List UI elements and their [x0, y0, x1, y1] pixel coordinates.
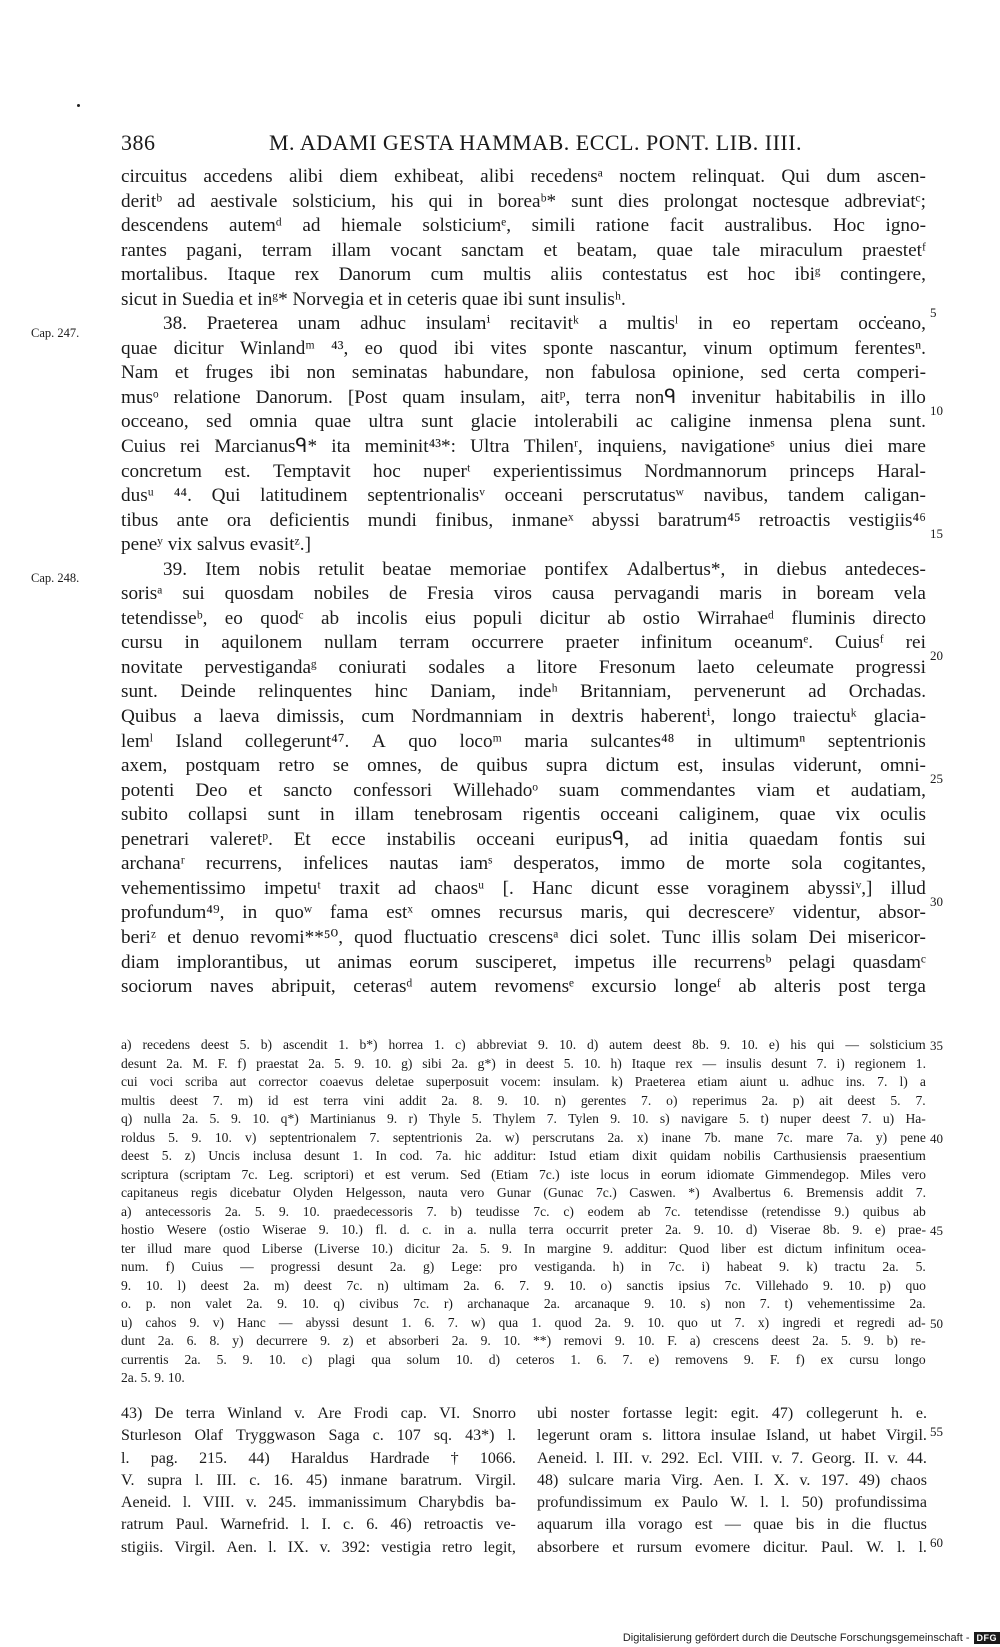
- text-line: rantes pagani, terram illam vocant sanctam et beatam, quae tale miraculum praestetᶠ: [121, 239, 926, 261]
- text-line: potenti Deo et sancto confessori Willehadoᵒ suam commendantes viam et audatiam,: [121, 779, 926, 801]
- text-line: tibus ante ora deficientis mundi finibus, inmaneˣ abyssi baratrum⁴⁵ retroactis vestigiis⁴⁶: [121, 509, 926, 531]
- text-line: profundum⁴⁹, in quoʷ fama estˣ omnes recursus maris, qui decrescereʸ videntur, absor-: [121, 902, 926, 924]
- text-line: tetendisseᵇ, eo quodᶜ ab incolis eius populi dicitur ab ostio Wirrahaeᵈ fluminis directo: [121, 607, 926, 629]
- apparatus-line: capitaneus regis dicebatur Olyden Helgesson, nauta vero Gunar (Gunac 7c.) Caswen. *) Avalbertus 6. Bremensis addit 7.: [121, 1185, 926, 1200]
- apparatus-line: dunt 2a. 6. 8. y) decurrere 9. z) et absorberi 2a. 9. 10. **) removi 9. 10. F. a) crescens deest 2a. 5. 9. b) re-: [121, 1333, 926, 1348]
- apparatus-line: currentis 2a. 5. 9. 10. c) plagi qua solum 10. d) ceteros 1. 6. 7. e) removens 9. F. f) ex cursu longo: [121, 1351, 926, 1367]
- text-line: Quibus a laeva dimissis, cum Nordmanniam in dextris haberentⁱ, longo traiectuᵏ glacia-: [121, 706, 926, 728]
- footnote-line: aquarum illa vorago est — quae bis in die fluctus: [537, 1516, 927, 1534]
- apparatus-line: scriptura (scriptam 7c. Leg. scriptori) et est verum. Sed (Etiam 7c.) iste locus in eorum idiomate Gimmendegop. Miles vero: [121, 1166, 926, 1182]
- text-line: cursu in aquilonem nullam terram occurrere praeter infinitum oceanumᵉ. Cuiusᶠ rei: [121, 632, 926, 654]
- apparatus-line: a) recedens deest 5. b) ascendit 1. b*) horrea 1. c) abbreviat 9. 10. d) autem deest 8b. 9. 10. e) his qui — solsticium: [121, 1037, 926, 1052]
- page-number: 386: [121, 130, 156, 155]
- text-line: quae dicitur Winlandᵐ ⁴³, eo quod ibi vites sponte nascantur, vinum optimum ferentesⁿ.: [121, 337, 926, 359]
- apparatus-line: u) cahos 9. v) Hanc — abyssi desunt 1. 6. 7. w) qua 1. quod 2a. 9. 10. quo ut 7. x) ingredi et regredi ad-: [121, 1314, 926, 1330]
- apparatus-line: o. p. non valet 2a. 9. 10. q) civibus 7c. r) archanaque 2a. arcanaque 9. 10. s) non 7. t) vehementissime 2a.: [121, 1296, 926, 1311]
- text-line: axem, postquam retro se omnes, de quibus supra dictum est, insulas viderunt, omni-: [121, 755, 926, 777]
- text-line: archanaʳ recurrens, infelices nautas iamˢ desperatos, immo de morte sola cogitantes,: [121, 853, 926, 875]
- text-line: descendens autemᵈ ad hiemale solsticiumᵉ, simili ratione facit australibus. Hoc igno-: [121, 215, 926, 237]
- apparatus-line: hostio Wesere (ostio Wiserae 9. 10.) fl. d. c. in a. nulla terra occurrit preter 2a. 9. 10. d) Viserae 8b. 9. e) prae-: [121, 1222, 926, 1237]
- line-number: 25: [930, 771, 943, 786]
- digitization-credit: [623, 1628, 1000, 1647]
- text-line: subito collapsi sunt in illam tenebrosam rigentis occeani caliginem, quae vix oculis: [121, 804, 926, 826]
- text-line: sorisᵃ sui quosdam nobiles de Fresia viros causa pervagandi maris in boream vela: [121, 583, 926, 605]
- text-line: lemˡ Island collegerunt⁴⁷. A quo locoᵐ maria sulcantes⁴⁸ in ultimumⁿ septentrionis: [121, 730, 926, 752]
- text-line: Nam et fruges ibi non seminatas habundare, non fabulosa opinione, sed certa comperi-: [121, 362, 926, 384]
- apparatus-line: 2a. 5. 9. 10.: [121, 1370, 185, 1385]
- apparatus-line: q) nulla 2a. 5. 9. 10. q*) Martinianus 9. r) Thyle 5. Thylem 7. Tylen 9. 10. s) navigare 5. t) nuper deest 7. u) Ha-: [121, 1111, 926, 1126]
- main-text: [121, 165, 926, 1000]
- chapter-marker: Cap. 247.: [31, 326, 80, 340]
- text-line: novitate pervestigandaᵍ coniurati sodales a litore Fresonum laeto celeumate progressi: [121, 656, 926, 678]
- line-number: 45: [930, 1223, 943, 1238]
- apparatus-line: roldus 5. 9. 10. v) septentrionalem 7. septentrionis 2a. w) perscrutans 2a. x) inane 7b. mane 7c. mare 7a. y) pene: [121, 1129, 926, 1145]
- running-title: M. ADAMI GESTA HAMMAB. ECCL. PONT. LIB. IIII.: [269, 130, 803, 155]
- apparatus-line: desunt 2a. M. F. f) praestat 2a. 5. 9. 10. g) sibi 2a. g*) in deest 5. 10. h) Itaque rex — insulis desunt 7. i) regionem 1.: [121, 1055, 926, 1071]
- text-line: musᵒ relatione Danorum. [Post quam insulam, aitᵖ, terra nonᑫ invenitur habitabilis in illo: [121, 386, 926, 408]
- line-number: 15: [930, 526, 943, 541]
- text-line: sociorum naves abripuit, ceterasᵈ autem revomensᵉ excursio longeᶠ ab alteris post terga: [121, 976, 926, 998]
- footnote-line: V. supra l. III. c. 16. 45) inmane baratrum. Virgil.: [121, 1471, 516, 1489]
- speck: [77, 104, 80, 107]
- critical-apparatus: [121, 1036, 926, 1388]
- text-line: deritᵇ ad aestivale solsticium, his qui in boreaᵇ* sunt dies prolongat noctesque adbreviatᶜ;: [121, 190, 926, 212]
- text-line: sunt. Deinde relinquentes hinc Daniam, indeʰ Britanniam, pervenerunt ad Orchadas.: [121, 681, 926, 703]
- text-line: Cuius rei Marcianusᑫ* ita meminit⁴³*: Ultra Thilenʳ, inquiens, navigationeˢ unius diei mare: [121, 436, 926, 458]
- credit-text: Digitalisierung gefördert durch die Deutsche Forschungsgemeinschaft -: [622, 1631, 970, 1644]
- dfg-logo: DFG: [974, 1632, 1000, 1644]
- footnote-line: Aeneid. l. VIII. v. 245. immanissimum Charybdis ba-: [121, 1494, 516, 1512]
- footnote-line: Aeneid. l. III. v. 292. Ecl. VIII. v. 7. Georg. II. v. 44.: [537, 1449, 927, 1467]
- footnote-line: legerunt oram s. littora insulae Island, ut habet Virgil.: [537, 1427, 927, 1445]
- text-line: concretum est. Temptavit hoc nuperᵗ experientissimus Nordmannorum princeps Haral-: [121, 460, 926, 482]
- footnote-line: 48) sulcare maria Virg. Aen. I. X. v. 197. 49) chaos: [537, 1471, 927, 1489]
- apparatus-line: cui voci scriba aut corrector coaevus deletae superposuit vocem: insulam. k) Praeterea etiam aiunt u. adhuc ins. 7. l) a: [121, 1074, 926, 1089]
- line-number: 60: [930, 1535, 943, 1550]
- text-line: vehementissimo impetuᵗ traxit ad chaosᵘ [. Hanc dicunt esse voraginem abyssiᵛ,] illud: [121, 877, 926, 899]
- footnote-line: ratrum Paul. Warnefrid. l. I. c. 6. 46) retroactis ve-: [121, 1516, 516, 1534]
- page-header: [121, 130, 926, 160]
- text-line: peneʸ vix salvus evasitᶻ.]: [121, 534, 311, 556]
- apparatus-line: num. f) Cuius — progressi desunt 2a. g) Lege: pro vestiganda. h) in 7c. i) habeat 9. k) tractu 2a. 5.: [121, 1259, 926, 1274]
- footnote-line: l. pag. 215. 44) Haraldus Hardrade † 1066.: [121, 1449, 516, 1467]
- text-line: mortalibus. Itaque rex Danorum cum multis aliis contestatus est hoc ibiᵍ contingere,: [121, 264, 926, 286]
- text-line: sicut in Suedia et inᵍ* Norvegia et in ceteris quae ibi sunt insulisʰ.: [121, 288, 626, 310]
- apparatus-line: a) antecessoris 2a. 5. 9. 10. praedecessoris 7. b) teudisse 7c. c) eodem ab 7c. tetendisse (retendisse 9.) quibus ab: [121, 1203, 926, 1219]
- line-number: 5: [930, 305, 937, 320]
- footnote-line: profundissimum ex Paulo W. l. l. 50) profundissima: [537, 1494, 927, 1512]
- line-number: 10: [930, 403, 943, 418]
- text-line: penetrari valeretᵖ. Et ecce instabilis occeani euripusᑫ, ad initia quaedam fontis sui: [121, 828, 926, 850]
- footnote-line: 43) De terra Winland v. Are Frodi cap. VI. Snorro: [121, 1405, 516, 1422]
- line-number: 35: [930, 1038, 943, 1053]
- footnote-line: ubi noster fortasse legit: egit. 47) collegerunt h. e.: [537, 1405, 927, 1422]
- footnotes-right-column: [537, 1403, 927, 1559]
- text-line: diam implorantibus, ut animas eorum susciperet, impetus ille recurrensᵇ pelagi quasdamᶜ: [121, 951, 926, 973]
- footnote-line: stigiis. Virgil. Aen. l. IX. v. 392: vestigia retro legit,: [121, 1538, 516, 1556]
- chapter-marker: Cap. 248.: [31, 571, 80, 585]
- line-number: 20: [930, 648, 943, 663]
- text-line: beriᶻ et denuo revomi**⁵⁰, quod fluctuatio crescensᵃ dici solet. Tunc illis solam Dei misericor-: [121, 926, 926, 948]
- text-line: occeano, sed omnia quae ultra sunt glacie intolerabili ac caligine inmensa plena sunt.: [121, 411, 926, 433]
- text-line: circuitus accedens alibi diem exhibeat, alibi recedensᵃ noctem relinquat. Qui dum ascen-: [121, 166, 926, 187]
- apparatus-line: deest 5. z) Uncis inclusa desunt 1. In cod. 7a. hic additur: Istud etiam dixit quidam nobilis Carthusiensis praesentium: [121, 1148, 926, 1163]
- apparatus-line: 9. 10. l) deest 2a. m) deest 7c. n) ultimam 2a. 6. 7. 9. 10. o) sanctis ipsius 7c. Villehado 9. 10. p) quo: [121, 1277, 926, 1293]
- footnotes-left-column: [121, 1403, 516, 1559]
- text-line: 39. Item nobis retulit beatae memoriae pontifex Adalbertus*, in diebus antedeces-: [163, 558, 926, 580]
- text-line: dusᵘ ⁴⁴. Qui latitudinem septentrionalisᵛ occeani perscrutatusʷ navibus, tandem caligan-: [121, 485, 926, 507]
- text-line: 38. Praeterea unam adhuc insulamⁱ recitavitᵏ a multisˡ in eo repertam occeano,: [163, 313, 926, 335]
- footnote-line: Sturleson Olaf Tryggwason Saga c. 107 sq. 43*) l.: [121, 1427, 516, 1445]
- apparatus-line: ter illud mare quod Liberse (Liverse 10.) dicitur 2a. 5. 9. In margine 9. additur: Quod liber est dictum infinitum ocea-: [121, 1240, 926, 1256]
- line-number: 50: [930, 1316, 943, 1331]
- line-number: 55: [930, 1424, 943, 1439]
- apparatus-line: multis deest 7. m) id est terra vini addit 2a. 8. 9. 10. n) gerentes 7. o) reperimus 2a. p) ait deest 5. 7.: [121, 1092, 926, 1108]
- line-number: 30: [930, 894, 943, 909]
- footnote-line: absorbere et rursum evomere dicitur. Paul. W. l. l.: [537, 1538, 927, 1556]
- line-number: 40: [930, 1131, 943, 1146]
